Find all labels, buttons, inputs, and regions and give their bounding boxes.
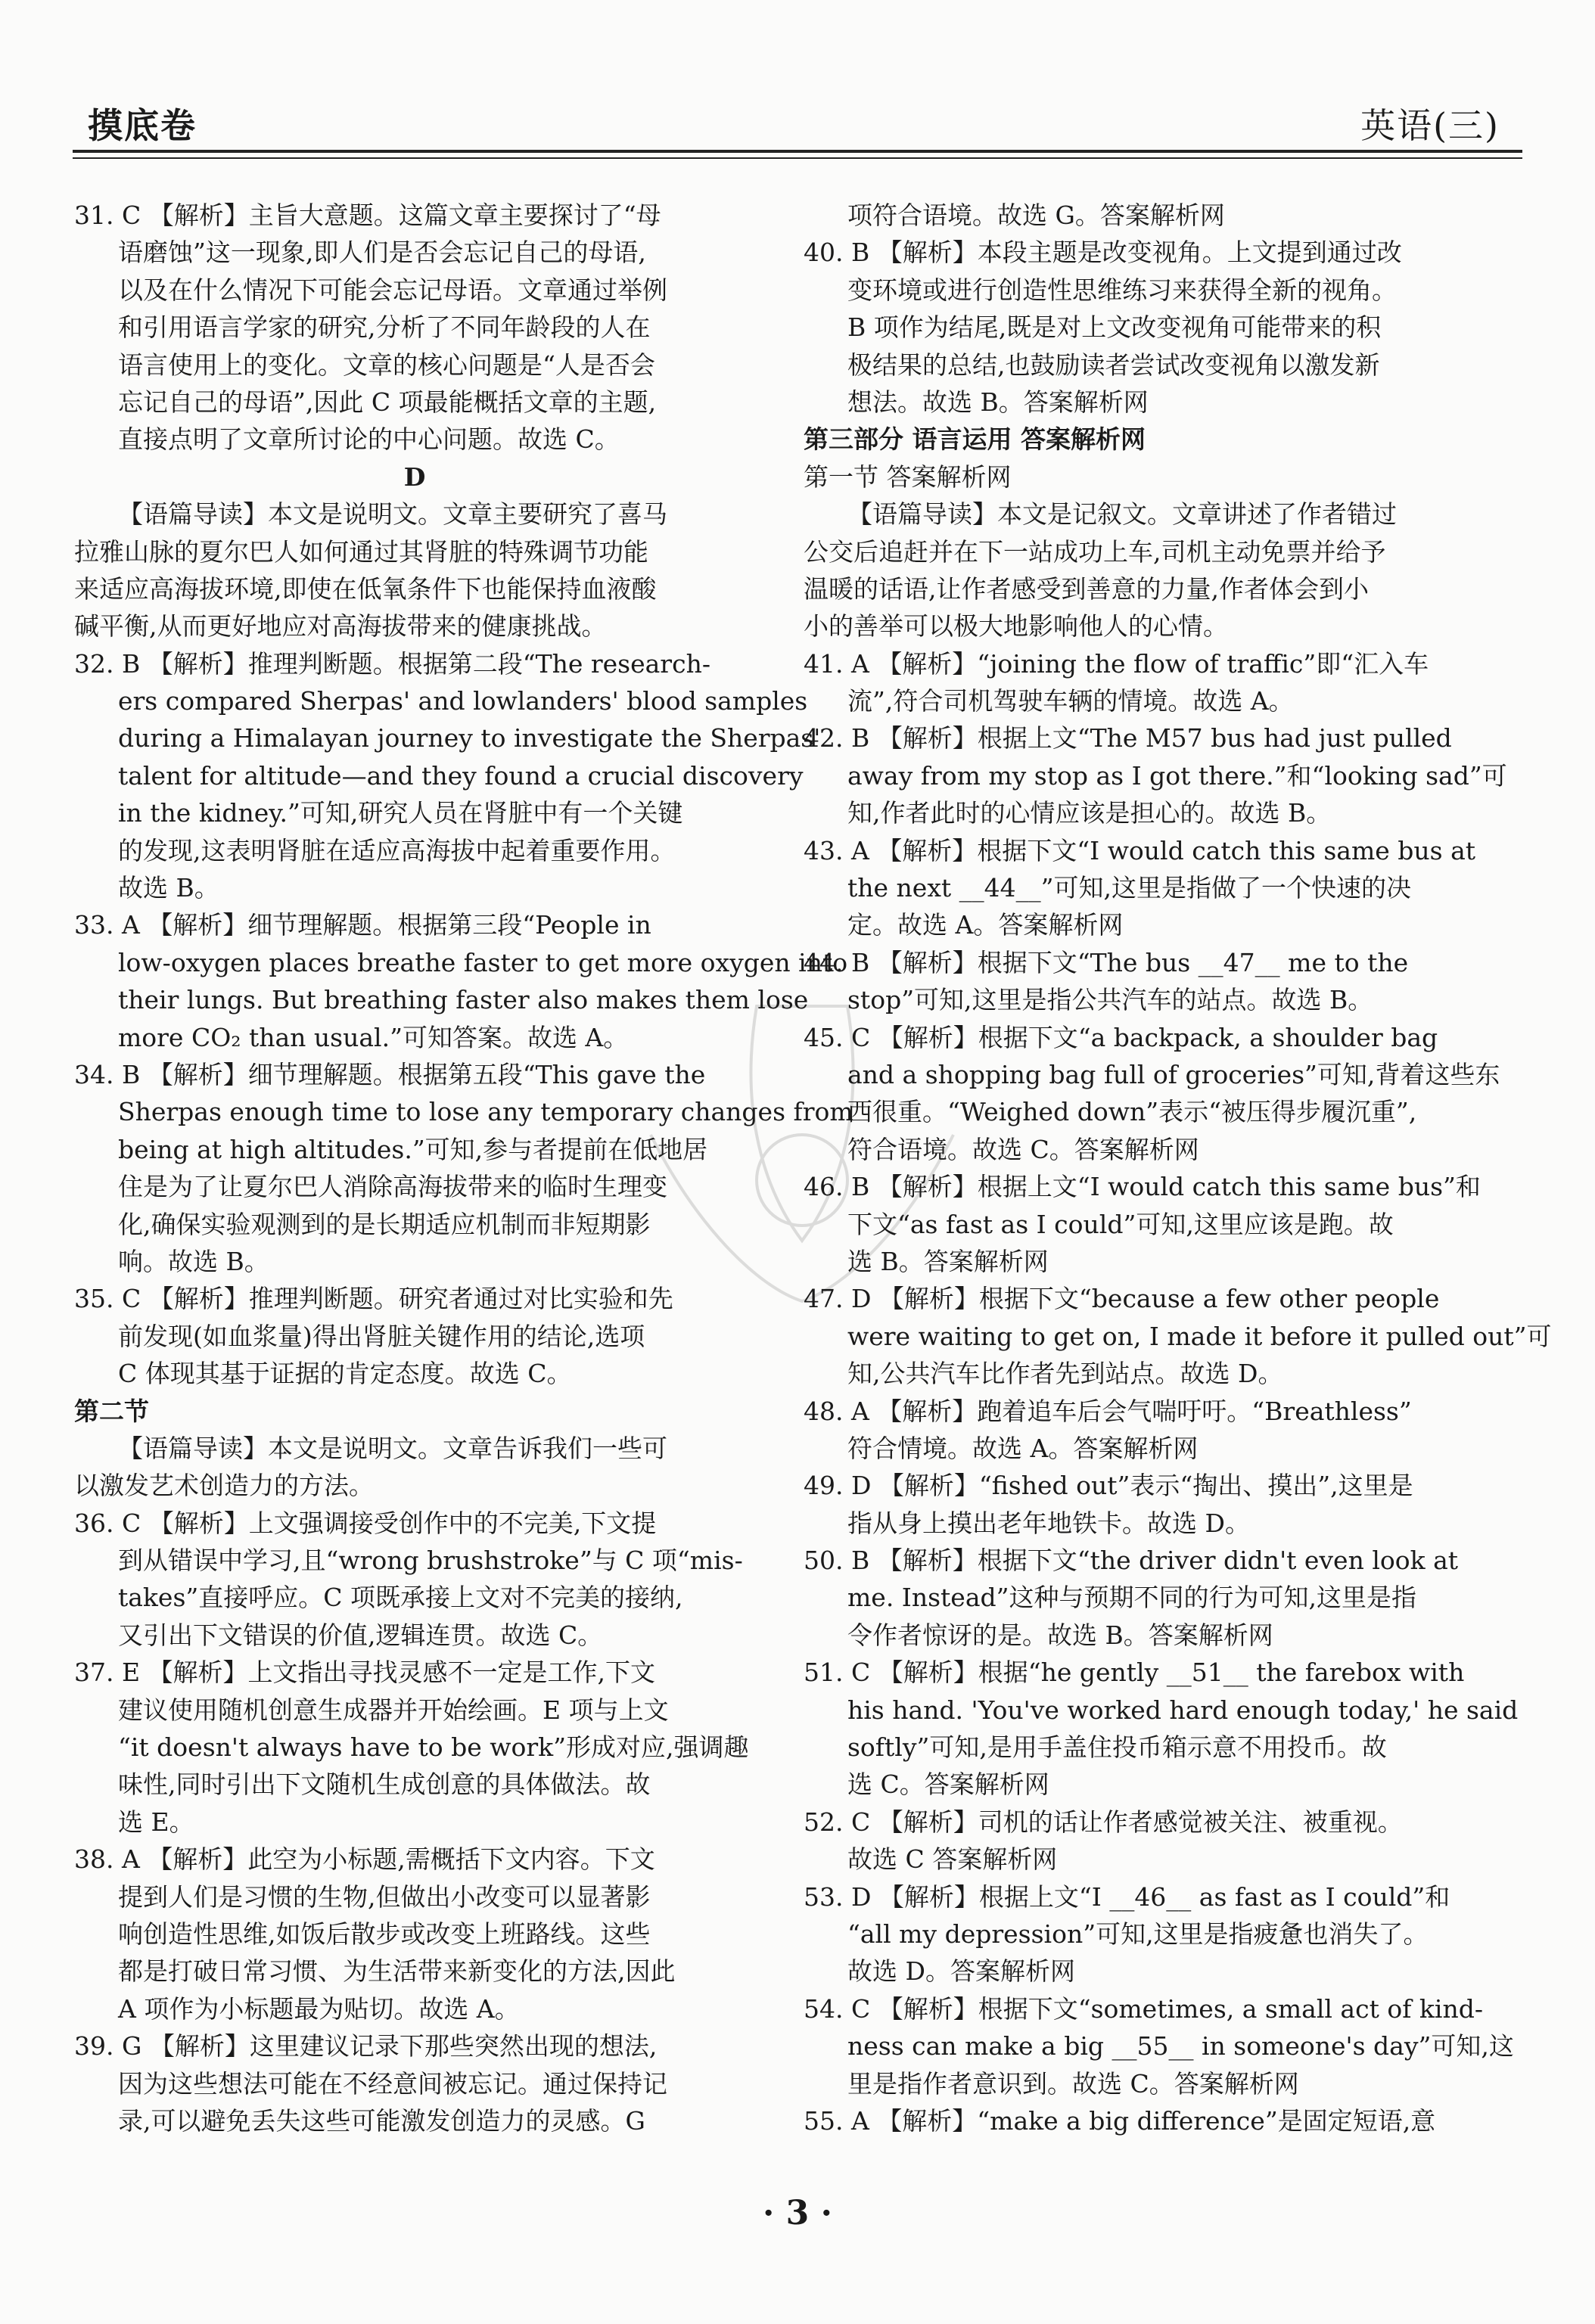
left_column-line: 39. G 【解析】这里建议记录下那些突然出现的想法,: [74, 2031, 658, 2061]
left_column-line: 35. C 【解析】推理判断题。研究者通过对比实验和先: [74, 1284, 673, 1314]
left_column-line: their lungs. But breathing faster also makes them lose: [118, 985, 809, 1015]
right_column-line: 42. B 【解析】根据上文“The M57 bus had just pulled: [804, 723, 1452, 753]
right_column-line: 54. C 【解析】根据下文“sometimes, a small act of kind-: [804, 1993, 1483, 2024]
right_column-line: 项符合语境。故选 G。答案解析网: [847, 200, 1225, 230]
left_column-line: 36. C 【解析】上文强调接受创作中的不完美,下文提: [74, 1508, 657, 1538]
left_column-line: 忘记自己的母语”,因此 C 项最能概括文章的主题,: [118, 387, 657, 417]
right_column-line: away from my stop as I got there.”和“looking sad”可: [847, 760, 1507, 791]
left_column-line: “it doesn't always have to be work”形成对应,强调趣: [118, 1732, 749, 1763]
left_column-line: 前发现(如血浆量)得出肾脏关键作用的结论,选项: [118, 1321, 645, 1351]
left_column-line: 化,确保实验观测到的是长期适应机制而非短期影: [118, 1209, 651, 1239]
left_column-line: 都是打破日常习惯、为生活带来新变化的方法,因此: [118, 1956, 676, 1987]
right_column-line: 43. A 【解析】根据下文“I would catch this same bus at: [804, 835, 1476, 865]
right_column-line: 西很重。“Weighed down”表示“被压得步履沉重”,: [847, 1097, 1417, 1127]
left_column-line: 32. B 【解析】推理判断题。根据第二段“The research-: [74, 648, 710, 679]
left_column-line: 响。故选 B。: [118, 1246, 269, 1276]
right_column-line: 变环境或进行创造性思维练习来获得全新的视角。: [847, 275, 1397, 305]
left_column-line: 31. C 【解析】主旨大意题。这篇文章主要探讨了“母: [74, 200, 661, 230]
left_column-line: more CO₂ than usual.”可知答案。故选 A。: [118, 1022, 629, 1052]
left_column-line: low-oxygen places breathe faster to get more oxygen into: [118, 947, 848, 977]
right_column-line: 符合情境。故选 A。答案解析网: [847, 1433, 1199, 1463]
right_column-line: 48. A 【解析】跑着追车后会气喘吁吁。“Breathless”: [804, 1396, 1412, 1426]
left_column-line: 因为这些想法可能在不经意间被忘记。通过保持记: [118, 2068, 667, 2099]
right_column-line: 44. B 【解析】根据下文“The bus __47__ me to the: [804, 947, 1409, 977]
header-series-title: 摸底卷: [88, 105, 197, 146]
right_column-line: 选 B。答案解析网: [847, 1246, 1049, 1276]
left_column-line: 38. A 【解析】此空为小标题,需概括下文内容。下文: [74, 1844, 655, 1875]
left-column: [74, 197, 853, 2139]
page-number: · 3 ·: [763, 2194, 832, 2232]
left_column-line: 又引出下文错误的价值,逻辑连贯。故选 C。: [118, 1620, 603, 1650]
right_column-line: 里是指作者意识到。故选 C。答案解析网: [847, 2068, 1299, 2099]
left_column-line: takes”直接呼应。C 项既承接上文对不完美的接纳,: [118, 1583, 683, 1613]
right_column-line: 50. B 【解析】根据下文“the driver didn't even look at: [804, 1546, 1459, 1576]
left_column-line: 来适应高海拔环境,即使在低氧条件下也能保持血液酸: [74, 573, 657, 604]
header-subject-title: 英语(三): [1360, 105, 1500, 146]
right_column-line: 52. C 【解析】司机的话让作者感觉被关注、被重视。: [804, 1807, 1403, 1837]
left_column-line: 和引用语言学家的研究,分析了不同年龄段的人在: [118, 312, 651, 343]
page-header: [73, 98, 1522, 151]
right_column-line: 定。故选 A。答案解析网: [847, 910, 1124, 940]
right_column-line: 46. B 【解析】根据上文“I would catch this same bus”和: [804, 1172, 1481, 1202]
right_column-line: 47. D 【解析】根据下文“because a few other people: [804, 1284, 1440, 1314]
left_column-line: 直接点明了文章所讨论的中心问题。故选 C。: [118, 424, 620, 455]
right_column-line: 51. C 【解析】根据“he gently __51__ the farebox with: [804, 1658, 1465, 1688]
left_column-line: 34. B 【解析】细节理解题。根据第五段“This gave the: [74, 1059, 706, 1089]
right_column-line: 指从身上摸出老年地铁卡。故选 D。: [847, 1508, 1250, 1538]
left_column-line: 37. E 【解析】上文指出寻找灵感不一定是工作,下文: [74, 1658, 656, 1688]
right_column-line: 故选 C 答案解析网: [847, 1844, 1058, 1875]
left_column-line: 33. A 【解析】细节理解题。根据第三段“People in: [74, 910, 651, 940]
left_column-line: 故选 B。: [118, 873, 219, 903]
left_column-line: 住是为了让夏尔巴人消除高海拔带来的临时生理变: [118, 1172, 667, 1202]
right_column-line: 53. D 【解析】根据上文“I __46__ as fast as I could”和: [804, 1881, 1450, 1912]
right_column-line: the next __44__”可知,这里是指做了一个快速的决: [847, 873, 1412, 903]
right_column-line: 下文“as fast as I could”可知,这里应该是跑。故: [847, 1209, 1394, 1239]
right_column-line: stop”可知,这里是指公共汽车的站点。故选 B。: [847, 985, 1373, 1015]
left_column-line: D: [403, 461, 426, 492]
right_column-line: ness can make a big __55__ in someone's day”可知,这: [847, 2031, 1514, 2061]
header-rule-thick: [73, 150, 1522, 153]
left_column-line: 碱平衡,从而更好地应对高海拔带来的健康挑战。: [74, 611, 607, 642]
left_column-line: 第二节: [74, 1396, 149, 1426]
right_column-line: 公交后追赶并在下一站成功上车,司机主动免票并给予: [804, 536, 1386, 567]
left_column-line: 以及在什么情况下可能会忘记母语。文章通过举例: [118, 275, 667, 305]
right_column-line: were waiting to get on, I made it before it pulled out”可: [847, 1321, 1552, 1351]
right_column-line: 【语篇导读】本文是记叙文。文章讲述了作者错过: [847, 499, 1397, 530]
right_column-line: and a shopping bag full of groceries”可知,背着这些东: [847, 1059, 1500, 1089]
right_column-line: 41. A 【解析】“joining the flow of traffic”即“汇入车: [804, 648, 1429, 679]
left_column-line: 到从错误中学习,且“wrong brushstroke”与 C 项“mis-: [118, 1546, 743, 1576]
right_column-line: 小的善举可以极大地影响他人的心情。: [804, 611, 1228, 642]
left_column-line: Sherpas enough time to lose any temporary changes from: [118, 1097, 853, 1127]
right_column-line: 想法。故选 B。答案解析网: [847, 387, 1149, 417]
left_column-line: C 体现其基于证据的肯定态度。故选 C。: [118, 1359, 572, 1389]
left_column-line: 录,可以避免丢失这些可能激发创造力的灵感。G: [118, 2105, 645, 2136]
right_column-line: 知,作者此时的心情应该是担心的。故选 B。: [847, 798, 1332, 828]
left_column-line: 响创造性思维,如饭后散步或改变上班路线。这些: [118, 1919, 651, 1949]
left_column-line: 提到人们是习惯的生物,但做出小改变可以显著影: [118, 1881, 651, 1912]
right_column-line: 选 C。答案解析网: [847, 1769, 1049, 1800]
right_column-line: 故选 D。答案解析网: [847, 1956, 1075, 1987]
right_column-line: 40. B 【解析】本段主题是改变视角。上文提到通过改: [804, 238, 1402, 268]
right_column-line: B 项作为结尾,既是对上文改变视角可能带来的积: [847, 312, 1382, 343]
right_column-line: 55. A 【解析】“make a big difference”是固定短语,意: [804, 2105, 1436, 2136]
right_column-line: his hand. 'You've worked hard enough today,' he said: [847, 1695, 1519, 1725]
left_column-line: 选 E。: [118, 1807, 194, 1837]
right_column-line: 45. C 【解析】根据下文“a backpack, a shoulder bag: [804, 1022, 1438, 1052]
left_column-line: 建议使用随机创意生成器并开始绘画。E 项与上文: [118, 1695, 669, 1725]
left_column-line: 拉雅山脉的夏尔巴人如何通过其肾脏的特殊调节功能: [74, 536, 648, 567]
left_column-line: during a Himalayan journey to investigate the Sherpas': [118, 723, 821, 753]
left_column-line: 的发现,这表明肾脏在适应高海拔中起着重要作用。: [118, 835, 676, 865]
right_column-line: 流”,符合司机驾驶车辆的情境。故选 A。: [847, 686, 1294, 716]
left_column-line: ers compared Sherpas' and lowlanders' blood samples: [118, 686, 808, 716]
right_column-line: 知,公共汽车比作者先到站点。故选 D。: [847, 1359, 1283, 1389]
left_column-line: 【语篇导读】本文是说明文。文章告诉我们一些可: [118, 1433, 667, 1463]
right_column-line: “all my depression”可知,这里是指疲惫也消失了。: [847, 1919, 1429, 1949]
left_column-line: talent for altitude—and they found a crucial discovery: [118, 760, 804, 791]
right_column-line: 令作者惊讶的是。故选 B。答案解析网: [847, 1620, 1273, 1650]
left_column-line: 味性,同时引出下文随机生成创意的具体做法。故: [118, 1769, 651, 1800]
left_column-line: 【语篇导读】本文是说明文。文章主要研究了喜马: [118, 499, 667, 530]
left_column-line: 语磨蚀”这一现象,即人们是否会忘记自己的母语,: [118, 238, 646, 268]
right_column-line: 极结果的总结,也鼓励读者尝试改变视角以激发新: [847, 350, 1380, 380]
right_column-line: 符合语境。故选 C。答案解析网: [847, 1134, 1199, 1164]
header-rule-thin: [73, 157, 1522, 159]
right_column-line: 第一节 答案解析网: [804, 461, 1012, 492]
right_column-line: me. Instead”这种与预期不同的行为可知,这里是指: [847, 1583, 1416, 1613]
left_column-line: being at high altitudes.”可知,参与者提前在低地居: [118, 1134, 708, 1164]
left_column-line: 语言使用上的变化。文章的核心问题是“人是否会: [118, 350, 655, 380]
right_column-line: softly”可知,是用手盖住投币箱示意不用投币。故: [847, 1732, 1387, 1763]
left_column-line: A 项作为小标题最为贴切。故选 A。: [118, 1993, 520, 2024]
left_column-line: 以激发艺术创造力的方法。: [74, 1471, 374, 1501]
left_column-line: in the kidney.”可知,研究人员在肾脏中有一个关键: [118, 798, 683, 828]
right_column-line: 第三部分 语言运用 答案解析网: [804, 424, 1146, 455]
right_column-line: 49. D 【解析】“fished out”表示“掏出、摸出”,这里是: [804, 1471, 1413, 1501]
right-column: [804, 197, 1552, 2139]
right_column-line: 温暖的话语,让作者感受到善意的力量,作者体会到小: [804, 573, 1369, 604]
